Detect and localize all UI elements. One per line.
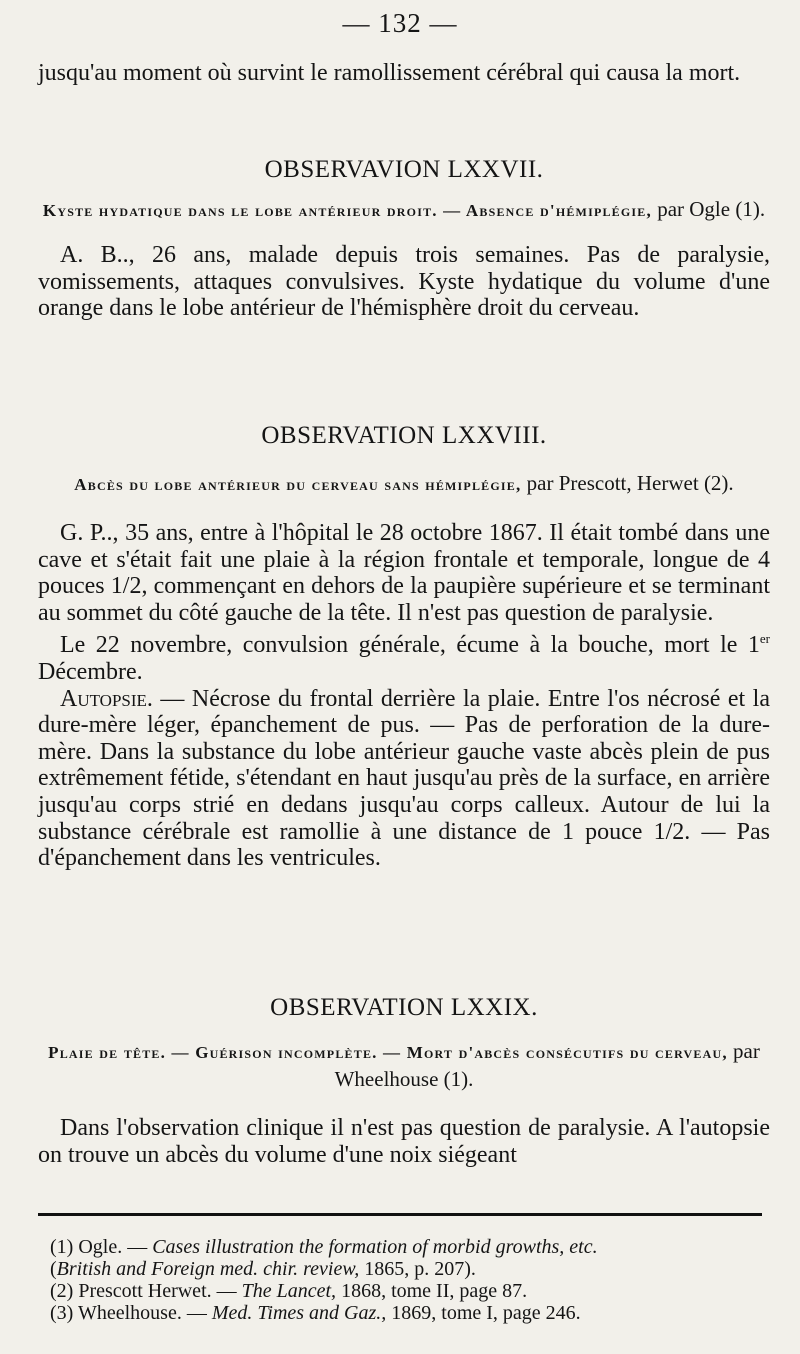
subtitle-smallcaps: Kyste hydatique dans le lobe antérieur droit. — Absence d'hémiplégie,: [42, 201, 652, 220]
observation-title: OBSERVATION LXXIX.: [270, 994, 538, 1021]
intro-text: jusqu'au moment où survint le ramollissement cérébral qui causa la mort.: [38, 60, 741, 86]
footnote-item: [50, 1236, 770, 1258]
subtitle-smallcaps: Plaie de tête. — Guérison incomplète. — Mort d'abcès consécutifs du cerveau,: [48, 1043, 728, 1062]
para-text: — Nécrose du frontal derrière la plaie. Entre l'os nécrosé et la dure-mère léger, épanchement de pus. — Pas de perforation de la dure-mère. Dans la substance du lobe antérieur gauche vaste abcès plein de pus extrêmement fétide, s'étendant en haut jusqu'au près de la surface, en arrière jusqu'au corps strié en dedans jusqu'au corps calleux. Autour de lui la substance cérébrale est ramollie à une distance de 1 pouce 1/2. — Pas d'épanchement dans les ventricules.: [38, 685, 770, 872]
ordinal-sup: er: [759, 631, 770, 647]
footnote-number: (1): [50, 1236, 74, 1258]
observation-body: Dans l'observation clinique il n'est pas question de paralysie. A l'autopsie on trouve un abcès du volume d'une noix siégeant: [38, 1115, 770, 1168]
footnote-item: [50, 1280, 770, 1302]
observation-paragraph: [38, 686, 770, 872]
footnotes: [50, 1236, 770, 1324]
observation-77: [38, 156, 770, 322]
footnote-item: [50, 1302, 770, 1324]
observation-79: [38, 994, 770, 1168]
autopsy-lead: Autopsie.: [60, 685, 153, 712]
observation-subtitle: [38, 196, 770, 224]
para-text: Décembre.: [38, 658, 143, 685]
footnote-work: British and Foreign med. chir. review,: [56, 1258, 360, 1280]
observation-subtitle: [38, 1038, 770, 1093]
footnote-rest: 1869, tome I, page 246.: [386, 1302, 581, 1324]
footnote-rule: [38, 1213, 762, 1216]
subtitle-author: par Ogle (1).: [651, 197, 766, 221]
footnote-work: The Lancet,: [241, 1280, 337, 1302]
subtitle-author: par Wheelhouse (1).: [334, 1039, 760, 1091]
footnote-number: (3): [50, 1302, 74, 1324]
footnote-author: Wheelhouse. —: [73, 1302, 212, 1324]
footnote-rest: 1868, tome II, page 87.: [336, 1280, 528, 1302]
subtitle-smallcaps: Abcès du lobe antérieur du cerveau sans hémiplégie,: [74, 475, 522, 494]
observation-title: OBSERVAVION LXXVII.: [264, 156, 544, 183]
footnote-rest: 1865, p. 207).: [359, 1258, 476, 1280]
para-text: Le 22 novembre, convulsion générale, écume à la bouche, mort le 1: [60, 632, 760, 659]
page-number: — 132 —: [342, 8, 458, 38]
observation-78: [38, 422, 770, 872]
footnote-author: Prescott Herwet. —: [73, 1280, 242, 1302]
footnote-work: Cases illustration the formation of morbid growths, etc.: [152, 1236, 598, 1258]
footnote-number: (2): [50, 1280, 74, 1302]
footnote-author: Ogle. —: [73, 1236, 153, 1258]
footnote-author: (: [50, 1258, 57, 1280]
observation-paragraph: [38, 626, 770, 685]
observation-paragraph: G. P.., 35 ans, entre à l'hôpital le 28 octobre 1867. Il était tombé dans une cave et s'était fait une plaie à la région frontale et temporale, longue de 4 pouces 1/2, commençant en dehors de la paupière supérieure et se terminant au sommet du côté gauche de la tête. Il n'est pas question de paralysie.: [38, 520, 770, 626]
observation-title: OBSERVATION LXXVIII.: [261, 422, 547, 449]
observation-subtitle: [38, 470, 770, 498]
footnote-work: Med. Times and Gaz.,: [211, 1302, 387, 1324]
intro-paragraph: [38, 60, 770, 87]
subtitle-author: par Prescott, Herwet (2).: [521, 471, 734, 495]
footnote-item: [50, 1258, 770, 1280]
observation-body: A. B.., 26 ans, malade depuis trois semaines. Pas de paralysie, vomissements, attaques convulsives. Kyste hydatique du volume d'une orange dans le lobe antérieur de l'hémisphère droit du cerveau.: [38, 242, 770, 322]
